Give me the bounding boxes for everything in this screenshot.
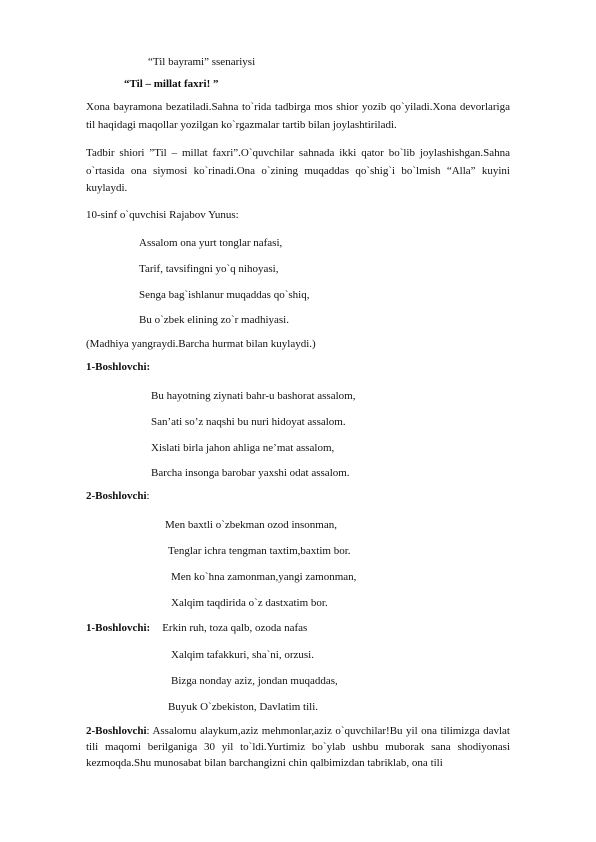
host-2-label-line [86, 490, 150, 503]
host-2-colon: : [146, 490, 150, 502]
intro-paragraph-1: Xona bayramona bezatiladi.Sahna to`rida tadbirga mos shior yozib qo`yiladi.Xona devorlariga til haqidagi maqollar yozilgan ko`rgazmalar tartib bilan joylashtiriladi. [86, 101, 510, 131]
host-1b-first-line: Erkin ruh, toza qalb, ozoda nafas [162, 622, 308, 634]
speaker-label: 10-sinf o`quvchisi Rajabov Yunus: [86, 209, 239, 221]
poem-3-line-2: Tenglar ichra tengman taxtim,baxtim bor. [168, 545, 351, 557]
poem-3-line-3: Men ko`hna zamonman,yangi zamonman, [171, 571, 357, 583]
host-2-label: 2-Boshlovchi [86, 490, 147, 502]
poem-2-line-4: Barcha insonga barobar yaxshi odat assalom. [151, 467, 350, 479]
poem-4-line-3: Buyuk O`zbekiston, Davlatim tili. [168, 701, 319, 713]
host-2b-paragraph [86, 723, 510, 771]
host-1-label: 1-Boshlovchi: [86, 361, 151, 373]
poem-1-line-4: Bu o`zbek elining zo`r madhiyasi. [139, 314, 289, 326]
poem-1-line-1: Assalom ona yurt tonglar nafasi, [139, 237, 283, 249]
poem-2-line-1: Bu hayotning ziynati bahr-u bashorat assalom, [151, 390, 356, 402]
poem-3-line-4: Xalqim taqdirida o`z dastxatim bor. [171, 597, 328, 609]
host-1b-line [86, 622, 307, 635]
poem-2-line-2: San’ati so’z naqshi bu nuri hidoyat assalom. [151, 416, 346, 428]
host-2b-text: : Assalomu alaykum,aziz mehmonlar,aziz o`quvchilar!Bu yil ona tilimizga davlat tili maqomi berilganiga 30 yil to`ldi.Yurtimiz bo`ylab ushbu muborak sana shodiyonasi kezmoqda.Shu munosabat bilan barchangizni chin qalbimizdan tabriklab, ona tili [86, 725, 510, 769]
poem-1-line-3: Senga bag`ishlanur muqaddas qo`shiq, [139, 289, 310, 301]
poem-1-line-2: Tarif, tavsifingni yo`q nihoyasi, [139, 263, 279, 275]
host-1b-label: 1-Boshlovchi: [86, 622, 151, 634]
host-2b-label: 2-Boshlovchi [86, 725, 147, 737]
intro-paragraph-2: Tadbir shiori ”Til – millat faxri”.O`quvchilar sahnada ikki qator bo`lib joylashishgan.Sahna o`rtasida ona siymosi ko`rinadi.Ona o`zining muqaddas qo`shig`i bo`lmish “Alla” kuyini kuylaydi. [86, 147, 510, 194]
poem-4-line-2: Bizga nonday aziz, jondan muqaddas, [171, 675, 338, 687]
poem-2-line-3: Xislati birla jahon ahliga ne’mat assalom, [151, 442, 335, 454]
poem-3-line-1: Men baxtli o`zbekman ozod insonman, [165, 519, 337, 531]
document-title: “Til bayrami” ssenariysi [148, 56, 256, 68]
poem-4-line-1: Xalqim tafakkuri, sha`ni, orzusi. [171, 649, 314, 661]
document-subtitle: “Til – millat faxri! ” [124, 78, 219, 90]
stage-direction: (Madhiya yangraydi.Barcha hurmat bilan kuylaydi.) [86, 338, 316, 350]
